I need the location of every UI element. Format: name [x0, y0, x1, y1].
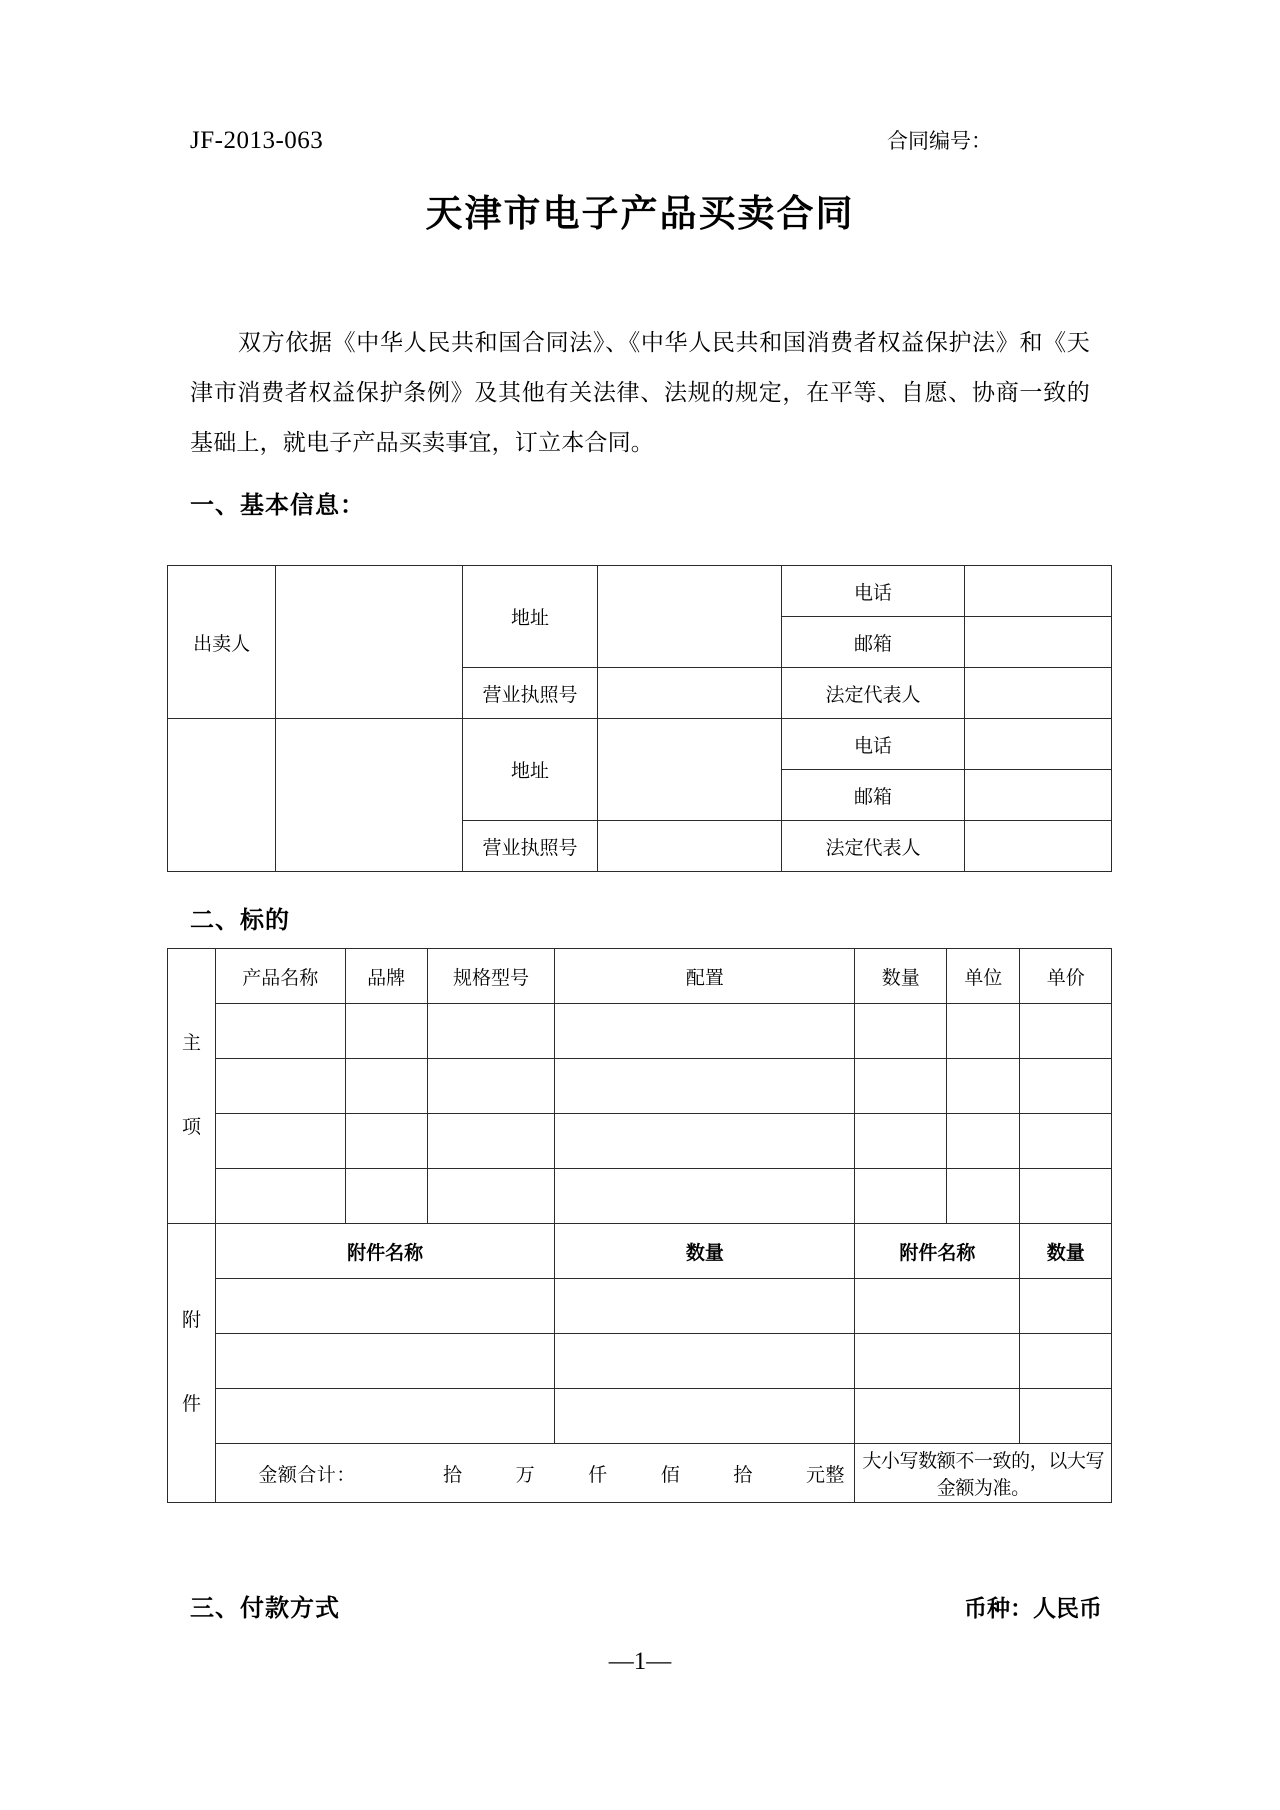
cell-unit[interactable]: [946, 1169, 1019, 1224]
cell-product-name[interactable]: [215, 1169, 345, 1224]
table-row: [168, 1389, 1112, 1444]
amount-unit-wan: 万: [515, 1463, 536, 1486]
cell-attachment-name-right[interactable]: [855, 1279, 1020, 1334]
cell-attachment-qty-left[interactable]: [555, 1389, 855, 1444]
cell-unit[interactable]: [946, 1114, 1019, 1169]
amount-unit-qian: 仟: [588, 1463, 608, 1486]
table-row: [168, 1334, 1112, 1389]
seller-legal-rep-field[interactable]: [964, 668, 1111, 719]
seller-name-field[interactable]: [276, 566, 463, 719]
cell-attachment-qty-left[interactable]: [555, 1279, 855, 1334]
cell-model[interactable]: [427, 1169, 555, 1224]
buyer-name-field[interactable]: [276, 719, 463, 872]
amount-unit-bai: 佰: [660, 1463, 681, 1486]
seller-email-label: 邮箱: [782, 617, 964, 668]
header-brand: 品牌: [345, 949, 427, 1004]
table-row: [168, 1169, 1112, 1224]
cell-product-name[interactable]: [215, 1004, 345, 1059]
buyer-legal-rep-field[interactable]: [964, 821, 1111, 872]
cell-unit[interactable]: [946, 1004, 1019, 1059]
spacer: [171, 1055, 212, 1117]
cell-attachment-name-left[interactable]: [215, 1389, 554, 1444]
cell-brand[interactable]: [345, 1169, 427, 1224]
seller-label: 出卖人: [168, 566, 276, 719]
cell-config[interactable]: [555, 1059, 855, 1114]
seller-email-field[interactable]: [964, 617, 1111, 668]
amount-total-label: 金额合计：: [258, 1463, 356, 1486]
seller-phone-label: 电话: [782, 566, 964, 617]
cell-brand[interactable]: [345, 1004, 427, 1059]
table-row: [168, 719, 1112, 770]
header-unit-price: 单价: [1020, 949, 1112, 1004]
cell-attachment-qty-right[interactable]: [1020, 1334, 1112, 1389]
cell-model[interactable]: [427, 1059, 555, 1114]
cell-attachment-name-right[interactable]: [855, 1334, 1020, 1389]
intro-paragraph: 双方依据《中华人民共和国合同法》、《中华人民共和国消费者权益保护法》和《天津市消费者权益保护条例》及其他有关法律、法规的规定，在平等、自愿、协商一致的基础上，就电子产品买卖事宜，订立本合同。: [190, 330, 1090, 456]
currency-note: 币种：人民币: [964, 1596, 1102, 1622]
cell-config[interactable]: [555, 1169, 855, 1224]
main-items-label-char1: 主: [181, 1032, 201, 1055]
header-product-name: 产品名称: [215, 949, 345, 1004]
seller-address-field[interactable]: [598, 566, 782, 668]
cell-model[interactable]: [427, 1114, 555, 1169]
buyer-legal-rep-label: 法定代表人: [782, 821, 964, 872]
header-attachment-name-right: 附件名称: [855, 1224, 1020, 1279]
cell-attachment-qty-right[interactable]: [1020, 1389, 1112, 1444]
cell-attachment-qty-right[interactable]: [1020, 1279, 1112, 1334]
cell-brand[interactable]: [345, 1059, 427, 1114]
buyer-email-label: 邮箱: [782, 770, 964, 821]
goods-table: [167, 948, 1112, 1503]
amount-total-note: 大小写数额不一致的，以大写金额为准。: [855, 1444, 1112, 1503]
main-items-label-char2: 项: [181, 1116, 201, 1138]
page-title: 天津市电子产品买卖合同: [425, 192, 855, 235]
section-heading-subject: 二、标的: [190, 906, 290, 934]
basic-info-table: [167, 565, 1112, 872]
section-heading-basic-info: 一、基本信息：: [190, 491, 365, 519]
table-row: [168, 1279, 1112, 1334]
cell-brand[interactable]: [345, 1114, 427, 1169]
cell-quantity[interactable]: [855, 1169, 947, 1224]
buyer-address-field[interactable]: [598, 719, 782, 821]
table-row: [168, 1114, 1112, 1169]
header-config: 配置: [555, 949, 855, 1004]
table-row: [168, 1004, 1112, 1059]
cell-quantity[interactable]: [855, 1059, 947, 1114]
cell-product-name[interactable]: [215, 1114, 345, 1169]
contract-number-label: 合同编号：: [887, 129, 992, 153]
cell-unit-price[interactable]: [1020, 1004, 1112, 1059]
section-heading-payment: 三、付款方式: [190, 1594, 340, 1622]
table-row: [168, 1444, 1112, 1503]
header-attachment-qty-right: 数量: [1020, 1224, 1112, 1279]
table-row: [168, 1059, 1112, 1114]
cell-quantity[interactable]: [855, 1114, 947, 1169]
buyer-address-label: 地址: [462, 719, 597, 821]
cell-config[interactable]: [555, 1004, 855, 1059]
attachments-label-char2: 件: [181, 1393, 201, 1415]
header-quantity: 数量: [855, 949, 947, 1004]
cell-unit[interactable]: [946, 1059, 1019, 1114]
seller-phone-field[interactable]: [964, 566, 1111, 617]
cell-product-name[interactable]: [215, 1059, 345, 1114]
spacer: [171, 1332, 212, 1394]
cell-attachment-name-right[interactable]: [855, 1389, 1020, 1444]
amount-total-row[interactable]: [215, 1444, 855, 1503]
cell-quantity[interactable]: [855, 1004, 947, 1059]
seller-legal-rep-label: 法定代表人: [782, 668, 964, 719]
buyer-license-field[interactable]: [598, 821, 782, 872]
buyer-phone-field[interactable]: [964, 719, 1111, 770]
amount-unit-shi: 拾: [733, 1463, 753, 1486]
cell-unit-price[interactable]: [1020, 1169, 1112, 1224]
cell-attachment-name-left[interactable]: [215, 1279, 554, 1334]
attachments-label-char1: 附: [181, 1309, 201, 1332]
cell-config[interactable]: [555, 1114, 855, 1169]
buyer-phone-label: 电话: [782, 719, 964, 770]
cell-unit-price[interactable]: [1020, 1114, 1112, 1169]
seller-license-label: 营业执照号: [462, 668, 597, 719]
seller-license-field[interactable]: [598, 668, 782, 719]
amount-unit-shiwan: 拾: [442, 1463, 463, 1486]
cell-model[interactable]: [427, 1004, 555, 1059]
seller-address-label: 地址: [462, 566, 597, 668]
attachments-label: [168, 1224, 216, 1503]
amount-unit-yuan: 元整: [806, 1463, 846, 1486]
cell-unit-price[interactable]: [1020, 1059, 1112, 1114]
header-model: 规格型号: [427, 949, 555, 1004]
table-row: [168, 566, 1112, 617]
document-header: [190, 125, 1130, 155]
main-items-label: [168, 949, 216, 1224]
document-code: JF-2013-063: [190, 127, 324, 154]
page-number: —1—: [608, 1648, 672, 1675]
buyer-label: [168, 719, 276, 872]
header-attachment-name-left: 附件名称: [215, 1224, 554, 1279]
cell-attachment-name-left[interactable]: [215, 1334, 554, 1389]
table-row: [168, 949, 1112, 1004]
cell-attachment-qty-left[interactable]: [555, 1334, 855, 1389]
buyer-email-field[interactable]: [964, 770, 1111, 821]
header-attachment-qty-left: 数量: [555, 1224, 855, 1279]
header-unit: 单位: [946, 949, 1019, 1004]
table-row: [168, 1224, 1112, 1279]
buyer-license-label: 营业执照号: [462, 821, 597, 872]
